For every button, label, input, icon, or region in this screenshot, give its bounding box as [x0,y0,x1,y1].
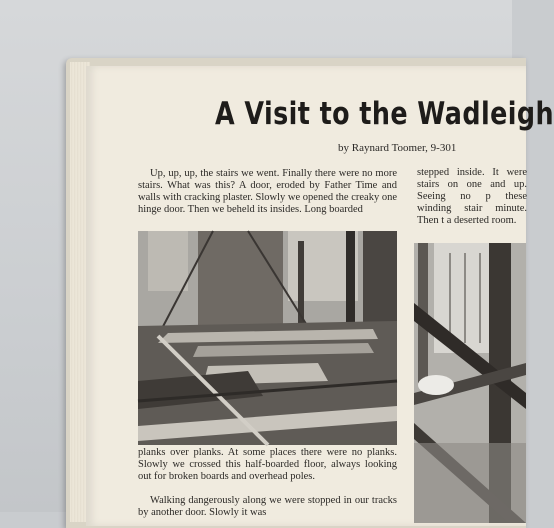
column1-paragraph-top: Up, up, up, the stairs we went. Finally there were no more stairs. What was this? A door, eroded by Father Time and walls with cracking plaster. Slowly we opened the creaky one hinge door. Then we beheld its insides. Long boarded [138,168,397,215]
column1-paragraph-bottom: planks over planks. At some places there were no planks. Slowly we crossed this half-boarded floor, always looking out for broken boards and overhead poles. [138,447,397,482]
column1-paragraph-continued: Walking dangerously along we were stopped in our tracks by another door. Slowly it was [138,495,397,518]
attic-floor-photo [138,231,397,445]
article-title: A Visit to the Wadleigh [215,96,554,132]
column2-paragraph-top: stepped inside. It were stairs on one and up. Seeing no p these winding stair minute. Then t a deserted room. [417,167,527,226]
article-byline: by Raynard Toomer, 9-301 [338,142,457,154]
attic-beams-photo [414,243,526,523]
